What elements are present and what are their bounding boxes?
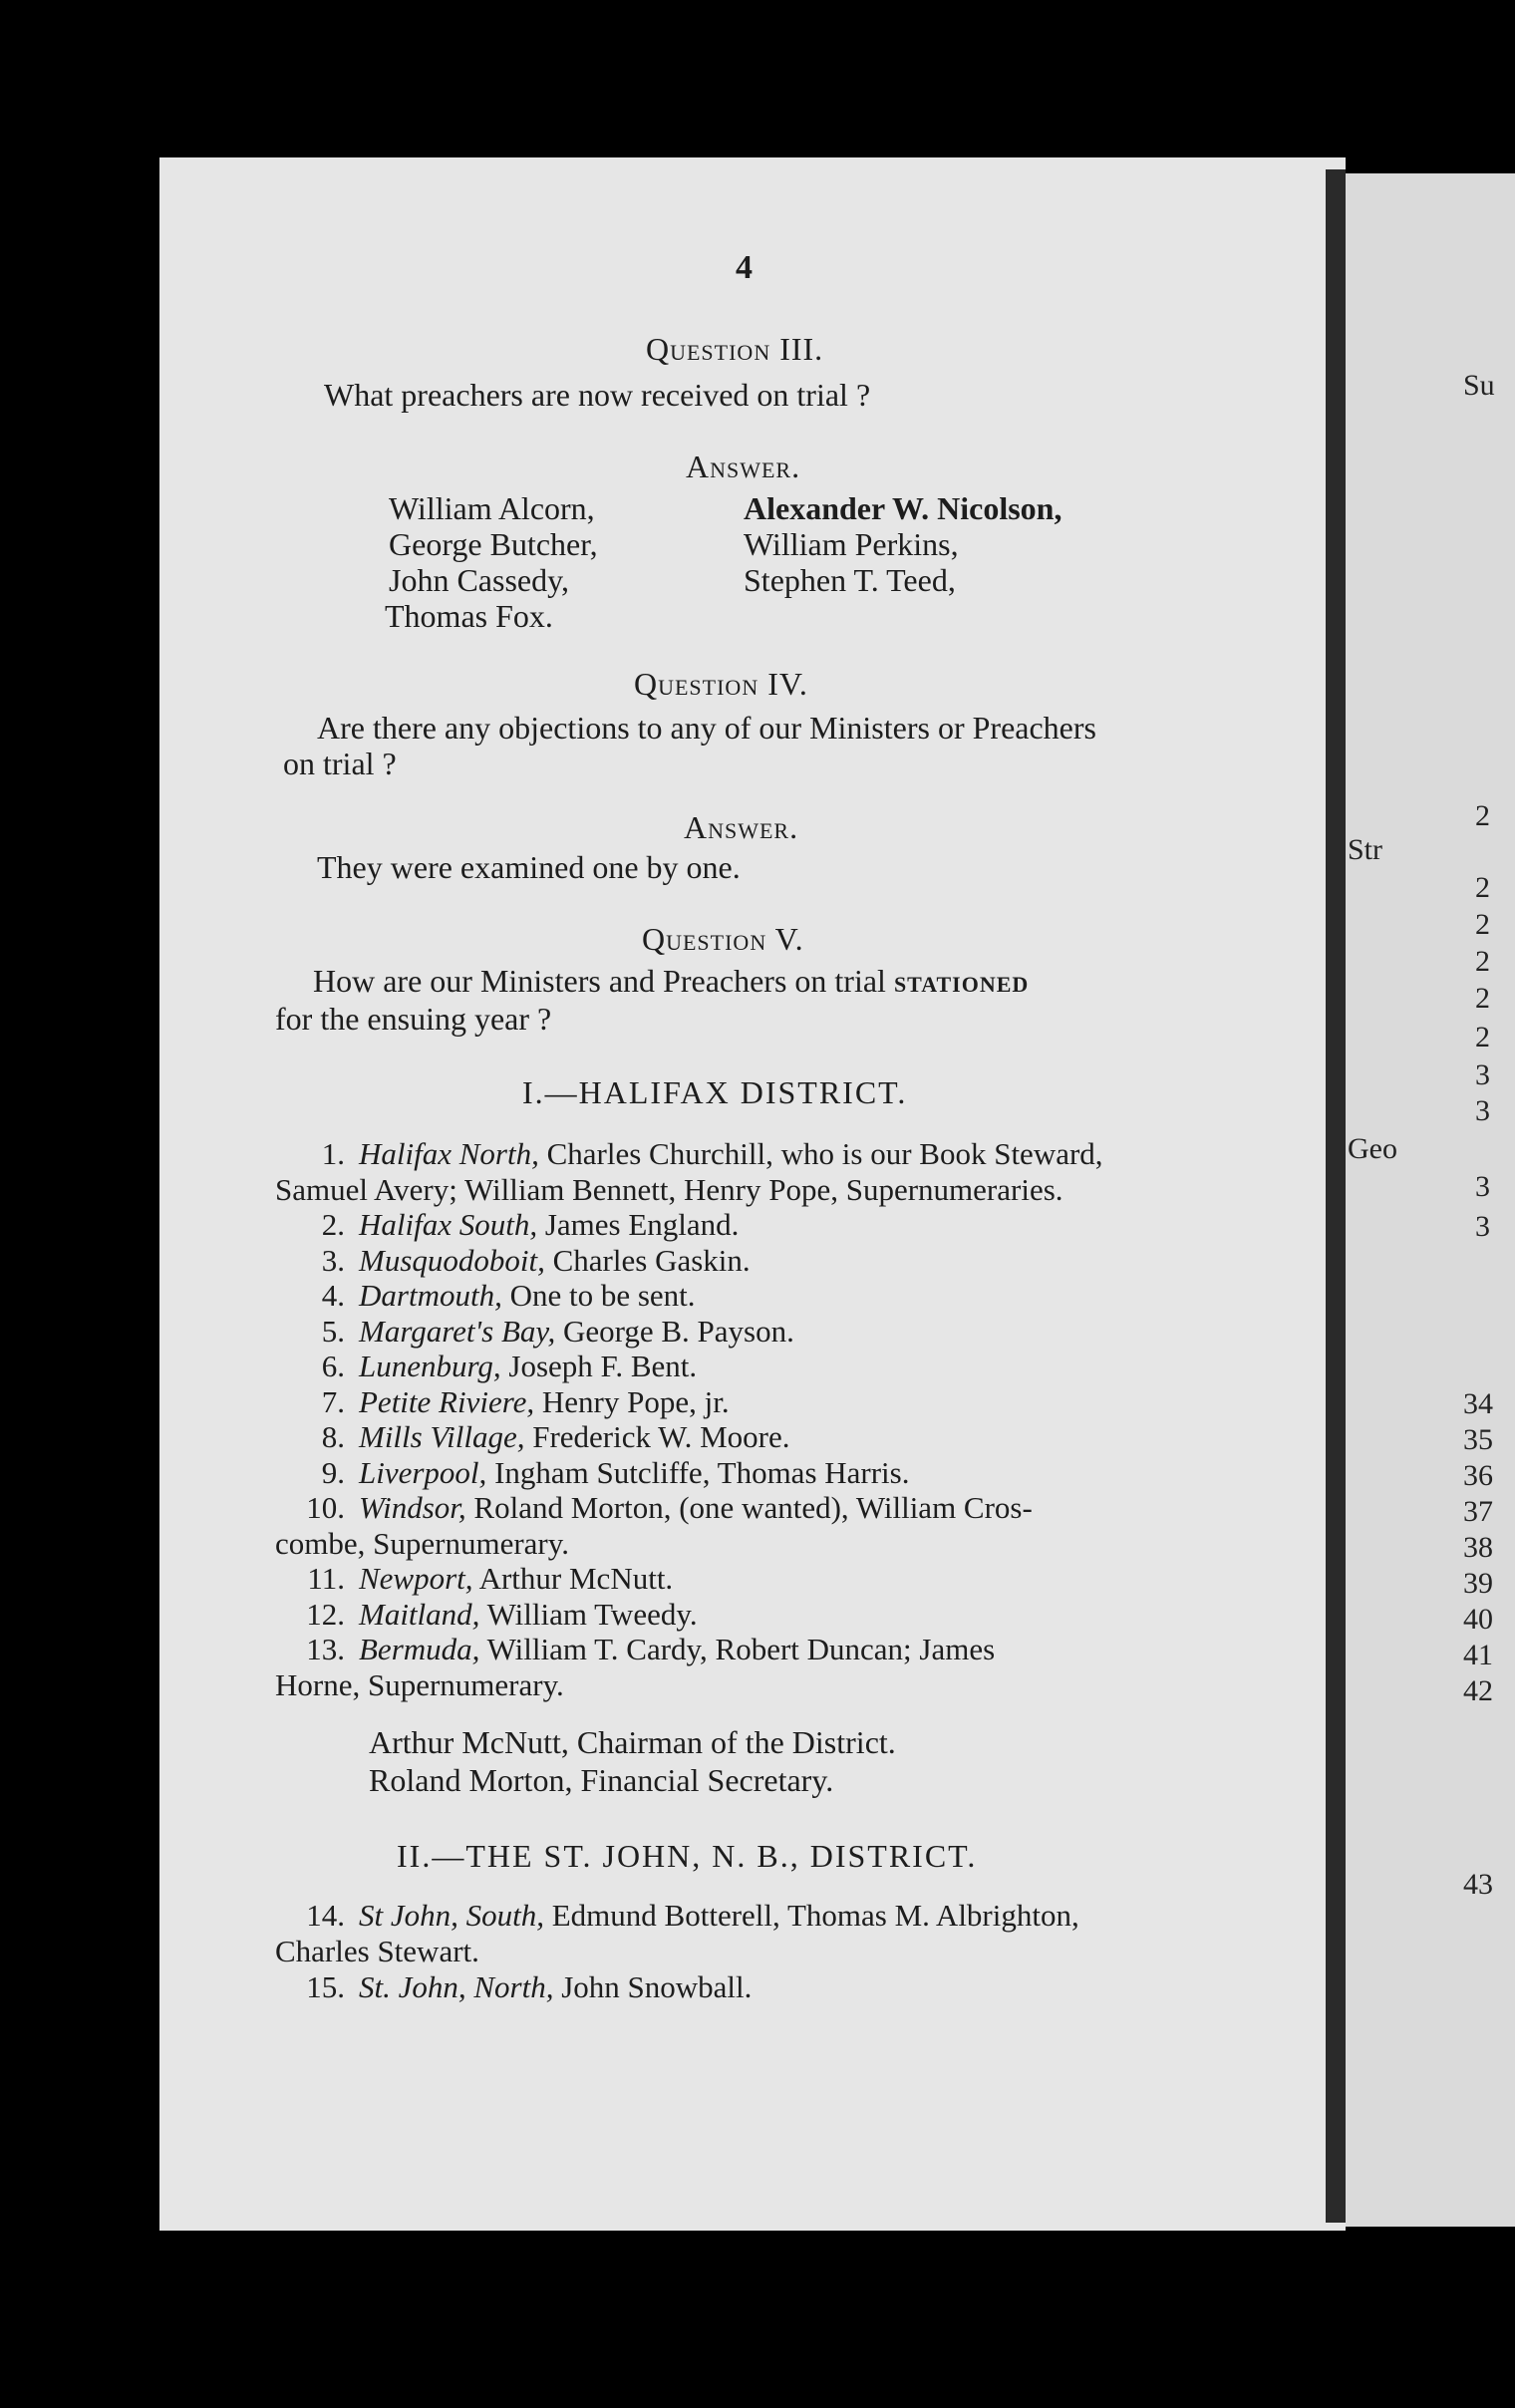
circuit-place: Petite Riviere, [359, 1383, 535, 1419]
adjacent-page-text: 3 [1475, 1210, 1490, 1243]
adjacent-page-text: Geo [1348, 1132, 1397, 1165]
circuit-ministers: William Tweedy. [486, 1596, 698, 1632]
circuit-entry [293, 1898, 1079, 1934]
adjacent-page-text: 3 [1475, 1094, 1490, 1127]
trial-name: John Cassedy, [389, 562, 570, 598]
adjacent-page-text: 35 [1463, 1423, 1493, 1456]
adjacent-page-text: 2 [1475, 799, 1490, 832]
circuit-number: 4. [321, 1278, 345, 1313]
circuit-number: 5. [321, 1313, 345, 1349]
adjacent-page-text: 3 [1475, 1170, 1490, 1203]
circuit-place: Margaret's Bay, [359, 1313, 556, 1349]
trial-name: Thomas Fox. [385, 598, 553, 634]
adjacent-page-text: 2 [1475, 982, 1490, 1015]
district-2-heading: II.—THE ST. JOHN, N. B., DISTRICT. [397, 1838, 978, 1874]
circuit-ministers: Charles Churchill, who is our Book Steward, [546, 1136, 1103, 1171]
circuit-number: 10. [306, 1490, 345, 1525]
circuit-place: Liverpool, [359, 1454, 487, 1490]
adjacent-page-text: 42 [1463, 1674, 1493, 1707]
circuit-place: St. John, North, [359, 1969, 554, 2004]
question-4-answer-heading: Answer. [684, 809, 799, 845]
question-4-answer: They were examined one by one. [317, 849, 741, 885]
circuit-ministers: Henry Pope, jr. [541, 1383, 730, 1419]
circuit-entry [293, 1136, 1103, 1172]
circuit-number: 14. [306, 1898, 345, 1933]
adjacent-page-text: 2 [1475, 945, 1490, 978]
circuit-ministers: Charles Gaskin. [552, 1242, 751, 1278]
page-gutter [1326, 169, 1346, 2223]
adjacent-page-text: 38 [1463, 1531, 1493, 1564]
circuit-number: 11. [307, 1561, 345, 1596]
circuit-number: 13. [306, 1632, 345, 1666]
circuit-entry [275, 1526, 569, 1562]
question-4-heading: Question IV. [634, 666, 808, 702]
question-3-heading: Question III. [646, 331, 824, 367]
circuit-ministers: Frederick W. Moore. [532, 1419, 790, 1454]
circuit-ministers: Arthur McNutt. [478, 1561, 674, 1596]
question-3-answer-heading: Answer. [686, 449, 801, 484]
circuit-entry [293, 1278, 696, 1314]
circuit-entry [293, 1314, 794, 1350]
circuit-entry [293, 1243, 751, 1279]
circuit-entry [293, 1349, 697, 1384]
circuit-entry [293, 1632, 995, 1667]
circuit-entry [293, 1490, 1033, 1526]
circuit-entry [293, 1455, 909, 1491]
circuit-entry [275, 1934, 479, 1969]
circuit-place: Newport, [359, 1561, 473, 1596]
circuit-ministers: Edmund Botterell, Thomas M. Albrighton, [551, 1898, 1079, 1933]
circuit-place: Mills Village, [359, 1419, 525, 1454]
circuit-number: 8. [321, 1419, 345, 1454]
adjacent-page-text: 3 [1475, 1058, 1490, 1091]
circuit-number: 6. [321, 1349, 345, 1383]
circuit-ministers: One to be sent. [509, 1278, 696, 1313]
question-4-text: Are there any objections to any of our Ministers or Preachers [317, 710, 1096, 746]
circuit-ministers: James England. [544, 1207, 740, 1242]
question-5-text-cont: for the ensuing year ? [275, 1001, 552, 1037]
circuit-place: Halifax South, [359, 1207, 538, 1242]
circuit-ministers: Samuel Avery; William Bennett, Henry Pope, Supernumeraries. [275, 1171, 1063, 1207]
circuit-place: Maitland, [359, 1596, 480, 1632]
circuit-number: 7. [321, 1383, 345, 1419]
circuit-ministers: Horne, Supernumerary. [275, 1666, 564, 1702]
circuit-ministers: Ingham Sutcliffe, Thomas Harris. [494, 1454, 910, 1490]
circuit-place: Dartmouth, [359, 1278, 502, 1313]
circuit-ministers: Roland Morton, (one wanted), William Cros- [473, 1490, 1033, 1525]
trial-name: Stephen T. Teed, [744, 562, 956, 598]
adjacent-page-text: Su [1463, 369, 1495, 402]
adjacent-page-text: 36 [1463, 1459, 1493, 1492]
circuit-place: Windsor, [359, 1490, 466, 1525]
adjacent-page-text: 41 [1463, 1639, 1493, 1671]
adjacent-page-text: 40 [1463, 1603, 1493, 1636]
circuit-entry [275, 1172, 1063, 1208]
circuit-entry [293, 1419, 790, 1455]
district-chairman: Arthur McNutt, Chairman of the District. [369, 1724, 896, 1760]
adjacent-page-text: Str [1348, 833, 1383, 866]
question-3-text: What preachers are now received on trial ? [324, 377, 871, 413]
circuit-number: 3. [321, 1242, 345, 1278]
adjacent-page-text: 37 [1463, 1495, 1493, 1528]
circuit-place: Bermuda, [359, 1632, 480, 1666]
circuit-number: 1. [321, 1136, 345, 1171]
question-5-heading: Question V. [642, 921, 804, 957]
district-1-heading: I.—HALIFAX DISTRICT. [522, 1074, 908, 1110]
district-secretary: Roland Morton, Financial Secretary. [369, 1762, 834, 1798]
circuit-ministers: William T. Cardy, Robert Duncan; James [486, 1632, 996, 1666]
circuit-ministers: Charles Stewart. [275, 1934, 479, 1968]
question-5-text-stationed: stationed [893, 963, 1030, 999]
question-5-text-a: How are our Ministers and Preachers on trial [313, 963, 886, 999]
circuit-number: 15. [306, 1969, 345, 2004]
adjacent-page-text: 2 [1475, 908, 1490, 941]
question-5-text [313, 963, 1029, 1000]
circuit-entry [293, 1597, 698, 1633]
circuit-entry [293, 1207, 739, 1243]
circuit-entry [293, 1561, 673, 1597]
circuit-place: Lunenburg, [359, 1349, 501, 1383]
adjacent-page-text: 43 [1463, 1868, 1493, 1901]
circuit-number: 12. [306, 1596, 345, 1632]
circuit-ministers: Joseph F. Bent. [508, 1349, 698, 1383]
trial-name: Alexander W. Nicolson, [744, 490, 1062, 526]
adjacent-page-text: 2 [1475, 871, 1490, 904]
circuit-ministers: combe, Supernumerary. [275, 1525, 569, 1561]
circuit-place: Halifax North, [359, 1136, 539, 1171]
page-number: 4 [736, 249, 753, 286]
adjacent-page-text: 39 [1463, 1567, 1493, 1600]
circuit-place: St John, South, [359, 1898, 544, 1933]
trial-name: William Perkins, [744, 526, 959, 562]
circuit-ministers: John Snowball. [561, 1969, 753, 2004]
adjacent-page-text: 34 [1463, 1387, 1493, 1420]
trial-name: William Alcorn, [389, 490, 595, 526]
trial-name: George Butcher, [389, 526, 598, 562]
adjacent-page-text: 2 [1475, 1021, 1490, 1054]
circuit-entry [293, 1384, 730, 1420]
adjacent-page-fragment [1346, 173, 1515, 2227]
question-4-text-cont: on trial ? [283, 746, 397, 781]
circuit-entry [275, 1667, 564, 1703]
circuit-number: 2. [321, 1207, 345, 1242]
circuit-ministers: George B. Payson. [562, 1313, 794, 1349]
circuit-entry [293, 1969, 752, 2005]
circuit-number: 9. [321, 1454, 345, 1490]
circuit-place: Musquodoboit, [359, 1242, 545, 1278]
